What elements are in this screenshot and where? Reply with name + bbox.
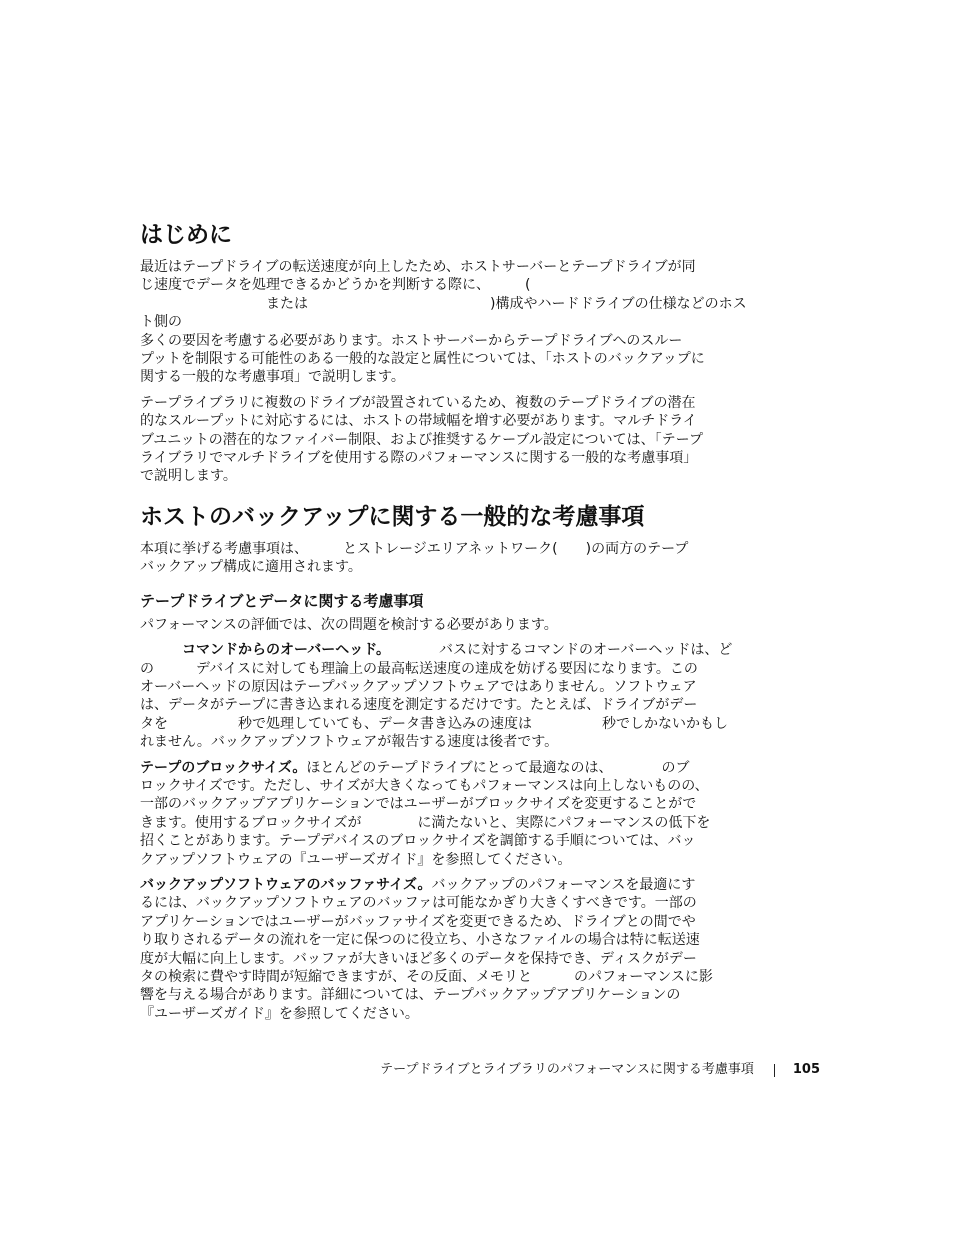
intro-paragraph-2: テープライブラリに複数のドライブが設置されているため、複数のテープドライブの潜在 的なスループットに対応するには、ホストの帯域幅を増す必要があります。マルチドライ ブユニットの潜在的なファイバー制限、および推奨するケーブル設定については、「テープ ライブラリでマルチドライブを使用する際のパフォーマンスに関する一般的な考慮事項」 で説明します。 [140, 394, 703, 485]
heading-introduction: はじめに [140, 222, 232, 248]
item-buffer-size-text: バックアップのパフォーマンスを最適にす るには、バックアップソフトウェアのバッファは可能なかぎり大きくすべきです。一部の アプリケーションではユーザーがバッファサイズを変更できるため、ドライブとの間でや り取りされるデータの流れを一定に保つのに役立ち、小さなファイルの場合は特に転送速 度が大幅に向上します。バッファが大きいほど多くのデータを保持でき、ディスクがデー タの検索に費やす時間が短縮できますが、その反面、メモリと のパフォーマンスに影 響を与える場合があります。詳細については、テープバックアップアプリケーションの 『ユーザーズガイド』を参照してください。 [140, 876, 713, 1022]
item-buffer-size-lead: バックアップソフトウェアのバッファサイズ。 [140, 876, 432, 893]
item-command-overhead-text: バスに対するコマンドのオーバーヘッドは、ど の デバイスに対しても理論上の最高転送速度の達成を妨げる要因になります。この オーバーヘッドの原因はテープバックアップソフトウェアではありません。ソフトウェア は、データがテープに書き込まれる速度を測定するだけです。たとえば、ドライブがデー タを 秒で処理していても、データ書き込みの速度は 秒でしかないかもし れません。バックアップソフトウェアが報告する速度は後者です。 [140, 642, 733, 751]
item-tape-block-size [140, 759, 758, 869]
footer-title: テープドライブとライブラリのパフォーマンスに関する考慮事項 [380, 1062, 754, 1077]
item-tape-block-size-lead: テープのブロックサイズ。 [140, 759, 307, 776]
item-command-overhead-lead: コマンドからのオーバーヘッド。 [140, 642, 384, 659]
host-backup-intro: 本項に挙げる考慮事項は、 とストレージエリアネットワーク( )の両方のテープ バックアップ構成に適用されます。 [140, 540, 689, 576]
tape-drive-data-intro: パフォーマンスの評価では、次の問題を検討する必要があります。 [140, 616, 558, 633]
item-buffer-size [140, 876, 758, 1023]
page-content [140, 218, 758, 1030]
page-number: 105 [792, 1062, 820, 1077]
intro-paragraph-1: 最近はテープドライブの転送速度が向上したため、ホストサーバーとテープドライブが同 じ速度でデータを処理できるかどうかを判断する際に、 ( または )構成やハードドライブの仕様などのホスト側の 多くの要因を考慮する必要があります。ホストサーバーからテープドライブへのスルー プットを制限する可能性のある一般的な設定と属性については、「ホストのバックアップに 関する一般的な考慮事項」で説明します。 [140, 259, 747, 386]
footer-separator [774, 1064, 775, 1077]
item-command-overhead [140, 641, 758, 751]
page-footer [380, 1060, 820, 1080]
heading-host-backup: ホストのバックアップに関する一般的な考慮事項 [140, 503, 645, 530]
item-tape-block-size-text: ほとんどのテープドライブにとって最適なのは、 のブ ロックサイズです。ただし、サイズが大きくなってもパフォーマンスは向上しないものの、 一部のバックアップアプリケーションではユーザーがブロックサイズを変更することがで きます。使用するブロックサイズが に満たないと、実際にパフォーマンスの低下を 招くことがあります。テープデバイスのブロックサイズを調節する手順については、バッ クアップソフトウェアの『ユーザーズガイド』を参照してください。 [140, 759, 711, 868]
heading-tape-drive-data: テープドライブとデータに関する考慮事項 [140, 591, 424, 610]
